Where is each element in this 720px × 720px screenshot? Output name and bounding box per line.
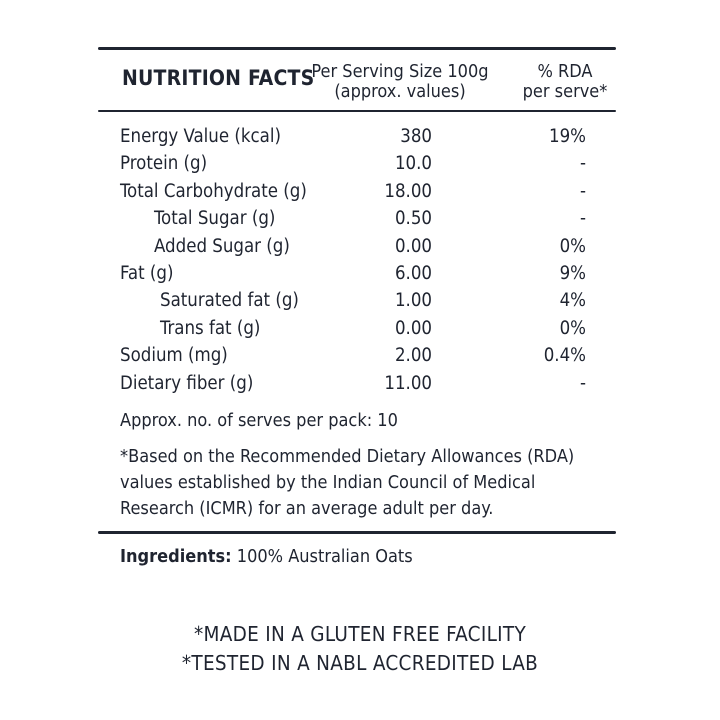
per-serving-header — [310, 62, 490, 102]
table-row — [120, 343, 600, 370]
nutrient-name: Total Carbohydrate (g) — [120, 180, 307, 202]
rda-footnote: *Based on the Recommended Dietary Allowances (RDA) values established by the Indian Council of Medical Research (ICMR) for an average adult per day. — [120, 446, 575, 519]
nutrient-rda: 0% — [559, 317, 586, 339]
per-serving-line2: (approx. values) — [334, 81, 466, 102]
nutrient-rda: - — [579, 372, 586, 394]
nutrient-name: Total Sugar (g) — [154, 208, 276, 230]
nutrient-value: 0.00 — [394, 235, 432, 257]
nutrition-facts-title: NUTRITION FACTS — [122, 66, 315, 90]
nutrient-value: 380 — [400, 126, 432, 147]
nutrient-name: Added Sugar (g) — [154, 235, 290, 257]
nutrient-rda: 19% — [549, 126, 586, 147]
facility-claims — [0, 620, 720, 678]
nutrient-name: Sodium (mg) — [120, 345, 228, 367]
nabl-lab-claim: *TESTED IN A NABL ACCREDITED LAB — [181, 651, 539, 675]
nutrient-value: 11.00 — [384, 372, 432, 394]
nutrient-value: 18.00 — [384, 180, 432, 202]
nutrient-rows — [120, 124, 600, 398]
gluten-free-claim: *MADE IN A GLUTEN FREE FACILITY — [193, 622, 527, 646]
bottom-rule — [98, 531, 616, 534]
table-row — [120, 234, 600, 261]
nutrient-name: Protein (g) — [120, 153, 208, 175]
rda-header-line2: per serve* — [522, 81, 608, 102]
table-row — [120, 179, 600, 206]
nutrient-name: Fat (g) — [120, 262, 174, 284]
table-row — [120, 151, 600, 178]
nutrient-rda: 9% — [559, 262, 586, 284]
table-row — [120, 206, 600, 233]
nutrient-name: Dietary fiber (g) — [120, 372, 254, 394]
table-header — [100, 56, 616, 106]
ingredients-value: 100% Australian Oats — [231, 546, 413, 567]
nutrient-value: 2.00 — [394, 345, 432, 367]
table-row — [120, 261, 600, 288]
table-row — [120, 316, 600, 343]
nutrient-value: 6.00 — [394, 262, 432, 284]
top-rule — [98, 47, 616, 50]
nutrient-rda: 4% — [559, 290, 586, 312]
table-row — [120, 124, 600, 151]
serves-per-pack: Approx. no. of serves per pack: 10 — [120, 410, 398, 431]
ingredients-label: Ingredients: — [120, 546, 232, 567]
rda-header-line1: % RDA — [537, 61, 593, 82]
nutrient-rda: 0% — [559, 235, 586, 257]
per-serving-line1: Per Serving Size 100g — [311, 61, 489, 82]
nutrient-value: 1.00 — [394, 290, 432, 312]
nutrient-value: 0.50 — [394, 208, 432, 230]
nutrient-name: Trans fat (g) — [160, 317, 261, 339]
rda-header — [510, 62, 620, 102]
nutrient-rda: - — [579, 153, 586, 175]
header-rule — [98, 110, 616, 112]
table-row — [120, 371, 600, 398]
nutrient-value: 0.00 — [394, 317, 432, 339]
nutrient-name: Saturated fat (g) — [160, 290, 299, 312]
nutrient-value: 10.0 — [394, 153, 432, 175]
table-row — [120, 288, 600, 315]
ingredients-line — [120, 546, 413, 567]
nutrient-rda: - — [579, 180, 586, 202]
nutrient-name: Energy Value (kcal) — [120, 126, 281, 147]
nutrient-rda: - — [579, 208, 586, 230]
nutrient-rda: 0.4% — [543, 345, 586, 367]
